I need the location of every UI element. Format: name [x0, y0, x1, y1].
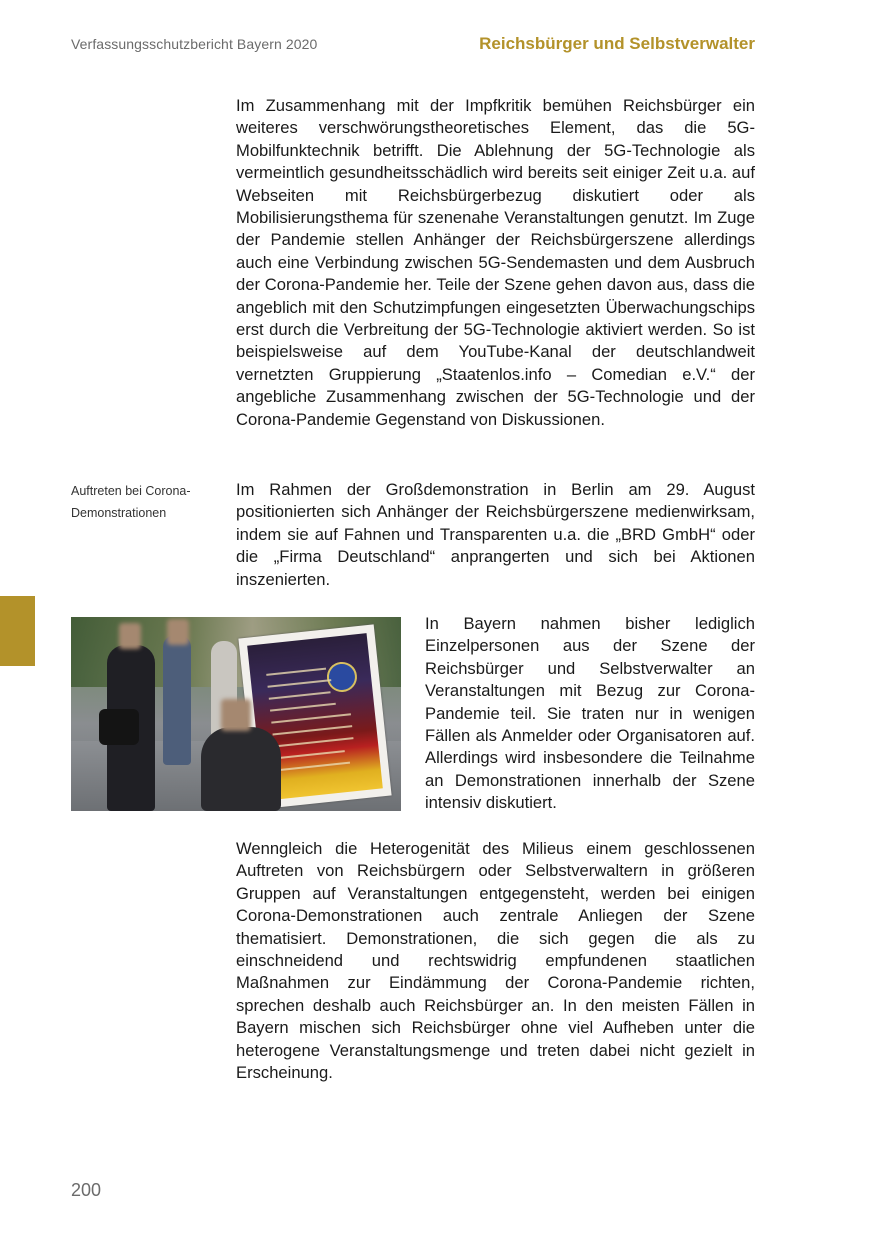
photo-bag [99, 709, 139, 745]
paragraph-bavaria-individuals: In Bayern nahmen bisher lediglich Einzelpersonen aus der Szene der Reichsbürger und Selbstverwalter an Veranstaltungen mit Bezug zur Corona-Pandemie teil. Sie traten nur in wenigen Fällen als Anmelder oder Organisatoren auf. Allerdings wird insbesondere die Teilnahme an Demonstrationen innerhalb der Szene intensiv diskutiert. [425, 614, 755, 813]
paragraph-berlin-demonstration: Im Rahmen der Großdemonstration in Berlin am 29. August positionierten sich Anhänger der Reichsbürgerszene medienwirksam, indem sie auf Fahnen und Transparenten u.a. die „BRD GmbH“ oder die „Firma Deutschland“ anprangerten und sich bei Aktionen inszenierten. [236, 480, 755, 589]
margin-note [71, 480, 221, 524]
margin-note-line-1: Auftreten bei Corona- [71, 484, 191, 498]
photo-person [163, 635, 191, 765]
paragraph-5g-conspiracy: Im Zusammenhang mit der Impfkritik bemühen Reichsbürger ein weiteres verschwörungstheoretisches Element, das die 5G-Mobilfunktechnik betrifft. Die Ablehnung der 5G-Technologie als vermeintlich gesundheitsschädlich wird bereits seit einiger Zeit u.a. auf Webseiten mit Reichsbürgerbezug diskutiert oder als Mobilisierungsthema für szenenahe Veranstaltungen genutzt. Im Zuge der Pandemie stellen Anhänger der Reichsbürgerszene allerdings auch eine Verbindung zwischen 5G-Sendemasten und dem Ausbruch der Corona-Pandemie her. Teile der Szene gehen davon aus, dass die angeblich mit den Schutzimpfungen eingesetzten Überwachungschips erst durch die Verbreitung der 5G-Technologie aktiviert werden. So ist beispielsweise auf dem YouTube-Kanal der deutschlandweit vernetzten Gruppierung „Staatenlos.info – Comedian e.V.“ der angebliche Zusammenhang zwischen der 5G-Technologie und der Corona-Pandemie Gegenstand von Diskussionen. [236, 96, 755, 429]
chapter-marker-tab [0, 596, 35, 666]
demonstration-photo [71, 617, 401, 811]
chapter-title: Reichsbürger und Selbstverwalter [479, 34, 755, 53]
photo-person [201, 727, 281, 811]
blurred-face [167, 619, 189, 645]
blurred-face [221, 699, 251, 731]
report-title: Verfassungsschutzbericht Bayern 2020 [71, 36, 318, 52]
margin-note-line-2: Demonstrationen [71, 506, 167, 520]
sign-seal [325, 660, 358, 693]
page-number: 200 [71, 1180, 102, 1200]
blurred-face [119, 623, 141, 649]
paragraph-heterogeneity: Wenngleich die Heterogenität des Milieus einem geschlossenen Auftreten von Reichsbürgern oder Selbstverwaltern in größeren Gruppen auf Veranstaltungen entgegensteht, werden bei einigen Corona-Demonstrationen auch zentrale Anliegen der Szene thematisiert. Demonstrationen, die sich gegen die als zu einschneidend und rechtswidrig empfundenen staatlichen Maßnahmen zur Eindämmung der Corona-Pandemie richten, sprechen deshalb auch Reichsbürger an. In den meisten Fällen in Bayern mischen sich Reichsbürger ohne viel Aufheben unter die heterogene Veranstaltungsmenge und treten dabei nicht gezielt in Erscheinung. [236, 839, 755, 1083]
